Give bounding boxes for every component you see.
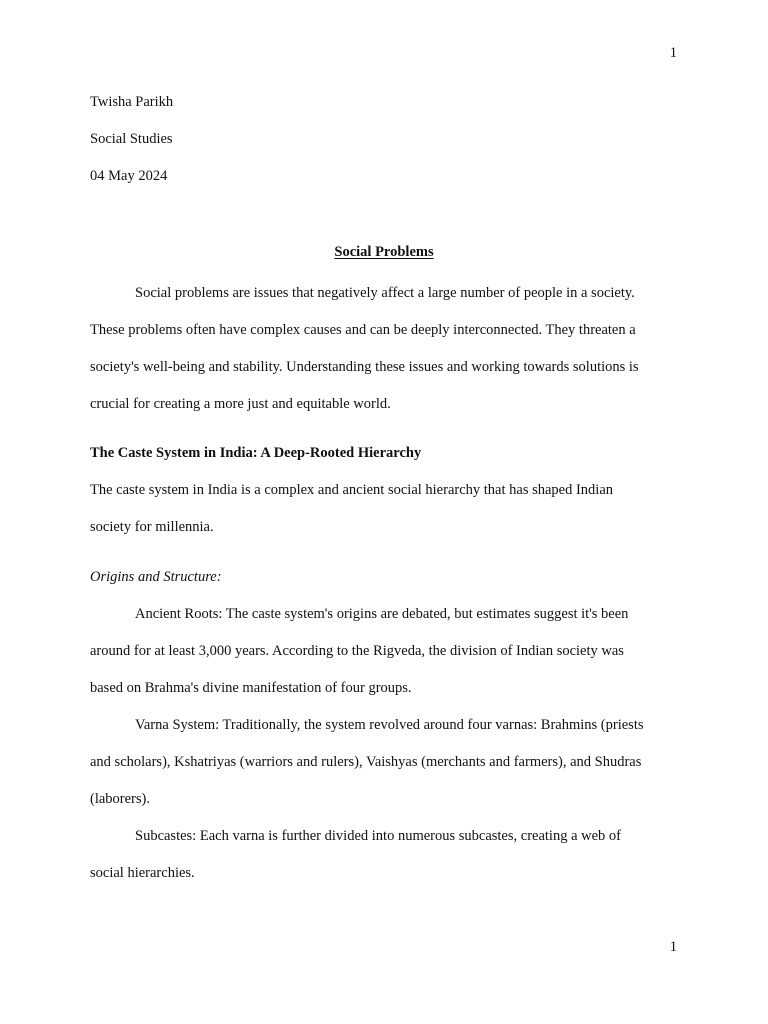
course-name: Social Studies [90, 131, 173, 147]
page-title [0, 243, 768, 261]
intro-paragraph [90, 284, 680, 432]
author-name: Twisha Parikh [90, 94, 174, 110]
document-date: 04 May 2024 [90, 168, 168, 184]
page-number-bottom: 1 [669, 939, 677, 955]
paragraph-line: Varna System: Traditionally, the system revolved around four varnas: Brahmins (priests [135, 717, 644, 733]
paragraph-line: society for millennia. [90, 519, 214, 535]
section-intro-paragraph [90, 481, 680, 555]
page-title-text: Social Problems [334, 244, 434, 260]
ancient-roots-paragraph [90, 605, 680, 716]
page-number-top: 1 [669, 45, 677, 61]
section-heading: The Caste System in India: A Deep-Rooted Hierarchy [90, 445, 422, 461]
paragraph-line: and scholars), Kshatriyas (warriors and rulers), Vaishyas (merchants and farmers), and Shudras [90, 754, 642, 770]
paragraph-line: crucial for creating a more just and equitable world. [90, 396, 391, 412]
paragraph-line: social hierarchies. [90, 865, 195, 881]
paragraph-line: Social problems are issues that negatively affect a large number of people in a society. [135, 285, 635, 301]
paragraph-line: based on Brahma's divine manifestation of four groups. [90, 680, 412, 696]
paragraph-line: These problems often have complex causes and can be deeply interconnected. They threaten a [90, 322, 636, 338]
subheading: Origins and Structure: [90, 569, 222, 585]
paragraph-line: around for at least 3,000 years. According to the Rigveda, the division of Indian society was [90, 643, 624, 659]
paragraph-line: Subcastes: Each varna is further divided into numerous subcastes, creating a web of [135, 828, 622, 844]
paragraph-line: Ancient Roots: The caste system's origins are debated, but estimates suggest it's been [135, 606, 629, 622]
paragraph-line: The caste system in India is a complex and ancient social hierarchy that has shaped Indian [90, 482, 614, 498]
varna-paragraph [90, 716, 680, 827]
subcastes-paragraph [90, 827, 680, 901]
paragraph-line: (laborers). [90, 791, 150, 807]
paragraph-line: society's well-being and stability. Understanding these issues and working towards solutions is [90, 359, 639, 375]
